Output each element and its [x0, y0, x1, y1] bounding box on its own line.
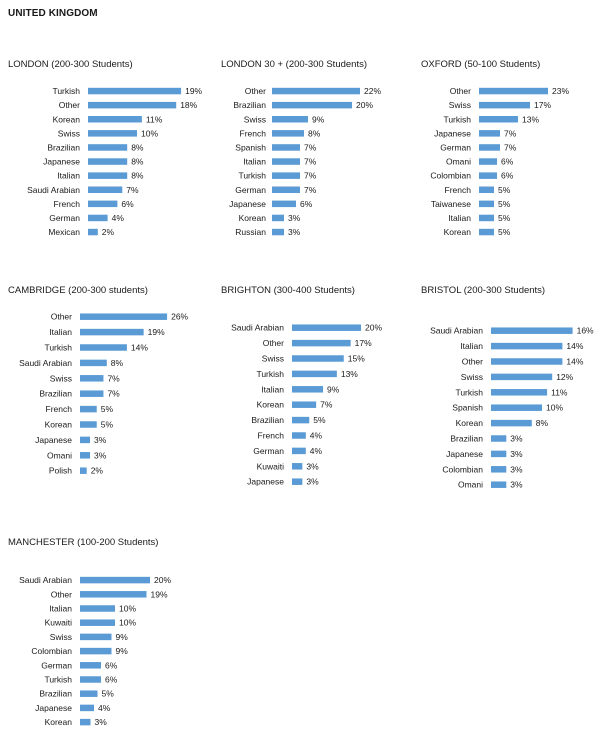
category-label-italian: Italian [448, 212, 471, 223]
chart-title-brighton: BRIGHTON (300-400 Students) [221, 285, 355, 296]
category-label-korean: Korean [44, 419, 72, 430]
data-label-italian: 10% [119, 603, 137, 614]
bar-german [88, 215, 108, 222]
bar-other [292, 340, 351, 347]
category-label-spanish: Spanish [235, 142, 266, 153]
bar-brazilian [272, 102, 352, 109]
category-label-japanese: Japanese [229, 198, 266, 209]
chart-title-london-30-plus: LONDON 30 + (200-300 Students) [221, 59, 368, 70]
chart-bristol [405, 323, 601, 495]
category-label-japanese: Japanese [35, 702, 72, 713]
data-label-brazilian: 8% [131, 142, 144, 153]
data-label-japanese: 3% [510, 448, 523, 459]
category-label-swiss: Swiss [448, 100, 471, 111]
category-label-swiss: Swiss [243, 114, 266, 125]
category-label-italian: Italian [243, 156, 266, 167]
category-label-korean: Korean [455, 418, 483, 429]
bar-other [272, 88, 360, 95]
category-label-kuwaiti: Kuwaiti [256, 461, 284, 472]
data-label-spanish: 10% [546, 402, 564, 413]
data-label-taiwanese: 5% [498, 198, 511, 209]
data-label-german: 4% [309, 445, 323, 456]
chart-title-oxford: OXFORD (50-100 Students) [421, 59, 541, 70]
bar-saudi-arabian [80, 360, 107, 367]
bar-japanese [80, 705, 94, 712]
category-label-italian: Italian [261, 384, 284, 395]
category-label-colombian: Colombian [430, 170, 471, 181]
category-label-turkish: Turkish [44, 674, 72, 685]
bar-japanese [292, 478, 302, 485]
data-label-german: 7% [504, 142, 517, 153]
bar-swiss [88, 130, 137, 137]
category-label-french: French [444, 184, 471, 195]
data-label-swiss: 9% [312, 114, 325, 125]
bar-kuwaiti [80, 619, 115, 626]
bar-korean [272, 215, 284, 222]
data-label-italian: 19% [147, 327, 165, 338]
category-label-saudi-arabian: Saudi Arabian [19, 357, 72, 368]
data-label-spanish: 7% [304, 142, 317, 153]
bar-turkish [479, 116, 518, 123]
category-label-saudi-arabian: Saudi Arabian [27, 184, 80, 195]
category-label-other: Other [50, 311, 72, 322]
category-label-korean: Korean [256, 399, 284, 410]
data-label-korean: 8% [535, 418, 549, 429]
data-label-korean: 5% [100, 419, 114, 430]
category-label-french: French [257, 430, 284, 441]
bar-japanese [272, 201, 296, 208]
category-label-saudi-arabian: Saudi Arabian [231, 322, 284, 333]
bar-brazilian [292, 417, 309, 424]
data-label-french: 8% [308, 128, 321, 139]
data-label-polish: 2% [90, 465, 103, 476]
data-label-saudi-arabian: 8% [110, 357, 124, 368]
bar-japanese [80, 437, 90, 444]
data-label-italian: 7% [304, 156, 317, 167]
data-label-japanese: 7% [504, 128, 517, 139]
data-label-turkish: 11% [551, 387, 568, 398]
data-label-other: 26% [171, 311, 189, 322]
bar-omani [479, 158, 497, 165]
category-label-korean: Korean [443, 227, 471, 238]
data-label-korean: 7% [320, 399, 333, 410]
category-label-mexican: Mexican [48, 227, 80, 238]
category-label-taiwanese: Taiwanese [430, 198, 471, 209]
data-label-saudi-arabian: 16% [576, 325, 594, 336]
chart-title-london: LONDON (200-300 Students) [8, 59, 133, 70]
data-label-swiss: 12% [556, 371, 574, 382]
category-label-brazilian: Brazilian [251, 415, 284, 426]
category-label-turkish: Turkish [256, 368, 284, 379]
category-label-colombian: Colombian [31, 646, 72, 657]
bar-colombian [479, 172, 497, 179]
bar-brazilian [80, 390, 103, 397]
category-label-other: Other [58, 100, 80, 111]
data-label-swiss: 10% [141, 128, 159, 139]
category-label-russian: Russian [235, 227, 266, 238]
category-label-japanese: Japanese [43, 156, 80, 167]
data-label-italian: 8% [131, 170, 144, 181]
category-label-turkish: Turkish [44, 342, 72, 353]
category-label-italian: Italian [49, 327, 72, 338]
data-label-colombian: 6% [501, 170, 514, 181]
bar-turkish [272, 172, 300, 179]
category-label-other: Other [50, 589, 72, 600]
chart-title-cambridge: CAMBRIDGE (200-300 students) [8, 285, 148, 296]
bar-russian [272, 229, 284, 236]
category-label-turkish: Turkish [443, 114, 471, 125]
bar-korean [479, 229, 494, 236]
bar-italian [479, 215, 494, 222]
data-label-omani: 6% [501, 156, 514, 167]
data-label-turkish: 6% [105, 674, 118, 685]
bar-french [292, 432, 306, 439]
category-label-korean: Korean [238, 212, 266, 223]
bar-german [292, 448, 306, 455]
category-label-german: German [41, 660, 72, 671]
bar-french [272, 130, 304, 137]
data-label-german: 7% [304, 184, 317, 195]
data-label-italian: 5% [498, 212, 511, 223]
bar-turkish [80, 344, 127, 351]
bar-spanish [272, 144, 300, 151]
data-label-german: 6% [105, 660, 118, 671]
data-label-italian: 14% [566, 341, 584, 352]
bar-swiss [479, 102, 530, 109]
data-label-turkish: 13% [522, 114, 540, 125]
bar-turkish [292, 371, 337, 378]
category-label-other: Other [262, 338, 284, 349]
bar-omani [80, 452, 90, 459]
data-label-swiss: 9% [115, 631, 128, 642]
category-label-omani: Omani [46, 450, 72, 461]
chart-manchester [0, 573, 200, 731]
data-label-brazilian: 3% [510, 433, 523, 444]
data-label-korean: 11% [145, 114, 163, 125]
category-label-spanish: Spanish [452, 402, 483, 413]
category-label-swiss: Swiss [261, 353, 284, 364]
data-label-french: 5% [100, 404, 114, 415]
category-label-turkish: Turkish [238, 170, 266, 181]
category-label-swiss: Swiss [49, 373, 72, 384]
data-label-omani: 3% [510, 479, 523, 490]
category-label-colombian: Colombian [442, 464, 483, 475]
data-label-turkish: 19% [185, 86, 203, 97]
bar-italian [292, 386, 323, 393]
category-label-swiss: Swiss [49, 631, 72, 642]
data-label-japanese: 8% [131, 156, 144, 167]
data-label-japanese: 6% [300, 198, 313, 209]
chart-oxford [405, 84, 601, 240]
bar-kuwaiti [292, 463, 302, 470]
bar-swiss [292, 355, 344, 362]
category-label-german: German [253, 445, 284, 456]
category-label-swiss: Swiss [460, 371, 483, 382]
bar-japanese [479, 130, 500, 137]
category-label-brazilian: Brazilian [233, 100, 266, 111]
category-label-german: German [440, 142, 471, 153]
chart-title-manchester: MANCHESTER (100-200 Students) [8, 537, 159, 548]
bar-colombian [491, 466, 506, 473]
data-label-other: 19% [150, 589, 168, 600]
category-label-saudi-arabian: Saudi Arabian [430, 325, 483, 336]
category-label-turkish: Turkish [455, 387, 483, 398]
bar-swiss [272, 116, 308, 123]
chart-london [0, 84, 203, 240]
data-label-russian: 3% [288, 227, 301, 238]
data-label-brazilian: 7% [107, 388, 120, 399]
bar-brazilian [88, 144, 127, 151]
bar-other [80, 313, 167, 320]
bar-turkish [491, 389, 547, 396]
data-label-omani: 3% [94, 450, 107, 461]
bar-korean [292, 401, 316, 408]
bar-other [479, 88, 548, 95]
category-label-korean: Korean [44, 717, 72, 728]
category-label-japanese: Japanese [434, 128, 471, 139]
bar-turkish [88, 88, 181, 95]
bar-polish [80, 467, 87, 474]
category-label-brazilian: Brazilian [39, 688, 72, 699]
data-label-other: 22% [364, 86, 382, 97]
data-label-other: 14% [566, 356, 584, 367]
bar-mexican [88, 229, 98, 236]
bar-italian [272, 158, 300, 165]
bar-german [479, 144, 500, 151]
data-label-swiss: 7% [107, 373, 120, 384]
bar-german [80, 662, 101, 669]
data-label-japanese: 3% [94, 434, 107, 445]
data-label-colombian: 9% [115, 646, 128, 657]
data-label-french: 4% [309, 430, 323, 441]
data-label-kuwaiti: 3% [306, 461, 319, 472]
category-label-italian: Italian [49, 603, 72, 614]
bar-swiss [80, 634, 112, 641]
bar-french [88, 201, 117, 208]
category-label-japanese: Japanese [247, 476, 284, 487]
data-label-french: 6% [121, 198, 134, 209]
bar-french [80, 406, 97, 413]
category-label-german: German [49, 212, 80, 223]
chart-cambridge [0, 309, 200, 479]
data-label-korean: 3% [94, 717, 107, 728]
data-label-other: 17% [354, 338, 372, 349]
bar-italian [80, 329, 144, 336]
data-label-other: 18% [180, 100, 198, 111]
bar-brazilian [80, 690, 98, 697]
bar-brazilian [491, 435, 506, 442]
category-label-italian: Italian [57, 170, 80, 181]
data-label-turkish: 7% [304, 170, 317, 181]
category-label-turkish: Turkish [52, 86, 80, 97]
data-label-other: 23% [552, 86, 570, 97]
bar-korean [80, 719, 91, 726]
category-label-japanese: Japanese [35, 434, 72, 445]
data-label-swiss: 15% [347, 353, 365, 364]
chart-brighton [208, 320, 403, 492]
bar-japanese [88, 158, 127, 165]
bar-spanish [491, 404, 542, 411]
category-label-brazilian: Brazilian [47, 142, 80, 153]
category-label-french: French [53, 198, 80, 209]
category-label-polish: Polish [48, 465, 72, 476]
bar-taiwanese [479, 201, 494, 208]
data-label-brazilian: 5% [101, 688, 114, 699]
bar-other [80, 591, 147, 598]
bar-saudi-arabian [88, 187, 122, 194]
bar-swiss [491, 374, 552, 381]
category-label-japanese: Japanese [446, 448, 483, 459]
data-label-korean: 3% [288, 212, 301, 223]
bar-saudi-arabian [491, 327, 573, 334]
bar-swiss [80, 375, 103, 382]
category-label-brazilian: Brazilian [450, 433, 483, 444]
data-label-italian: 9% [327, 384, 340, 395]
category-label-french: French [239, 128, 266, 139]
data-label-saudi-arabian: 7% [126, 184, 139, 195]
bar-italian [88, 172, 127, 179]
bar-turkish [80, 676, 101, 683]
category-label-brazilian: Brazilian [39, 388, 72, 399]
chart-london-30-plus [208, 84, 403, 240]
category-label-german: German [235, 184, 266, 195]
bar-italian [491, 343, 562, 350]
data-label-turkish: 13% [340, 368, 358, 379]
data-label-korean: 5% [498, 227, 511, 238]
data-label-german: 4% [111, 212, 124, 223]
data-label-mexican: 2% [101, 227, 115, 238]
bar-korean [491, 420, 532, 427]
data-label-turkish: 14% [130, 342, 148, 353]
bar-french [479, 187, 494, 194]
data-label-brazilian: 5% [313, 415, 326, 426]
data-label-saudi-arabian: 20% [154, 575, 172, 586]
page-title: UNITED KINGDOM [8, 8, 98, 19]
bar-other [88, 102, 176, 109]
category-label-italian: Italian [460, 341, 483, 352]
category-label-swiss: Swiss [57, 128, 80, 139]
category-label-french: French [45, 404, 72, 415]
bar-saudi-arabian [80, 577, 150, 584]
data-label-french: 5% [498, 184, 511, 195]
category-label-omani: Omani [445, 156, 471, 167]
bar-italian [80, 605, 115, 612]
bar-colombian [80, 648, 112, 655]
bar-korean [88, 116, 142, 123]
category-label-other: Other [449, 86, 471, 97]
data-label-kuwaiti: 10% [119, 617, 137, 628]
category-label-kuwaiti: Kuwaiti [44, 617, 72, 628]
data-label-saudi-arabian: 20% [365, 322, 383, 333]
bar-omani [491, 481, 506, 488]
category-label-other: Other [461, 356, 483, 367]
chart-title-bristol: BRISTOL (200-300 Students) [421, 285, 546, 296]
data-label-colombian: 3% [510, 464, 523, 475]
category-label-korean: Korean [52, 114, 80, 125]
data-label-japanese: 3% [306, 476, 319, 487]
bar-korean [80, 421, 97, 428]
data-label-swiss: 17% [534, 100, 552, 111]
bar-japanese [491, 451, 506, 458]
category-label-saudi-arabian: Saudi Arabian [19, 575, 72, 586]
bar-other [491, 358, 562, 365]
data-label-japanese: 4% [98, 702, 111, 713]
bar-german [272, 187, 300, 194]
bar-saudi-arabian [292, 324, 361, 331]
category-label-omani: Omani [457, 479, 483, 490]
category-label-other: Other [244, 86, 266, 97]
data-label-brazilian: 20% [356, 100, 374, 111]
